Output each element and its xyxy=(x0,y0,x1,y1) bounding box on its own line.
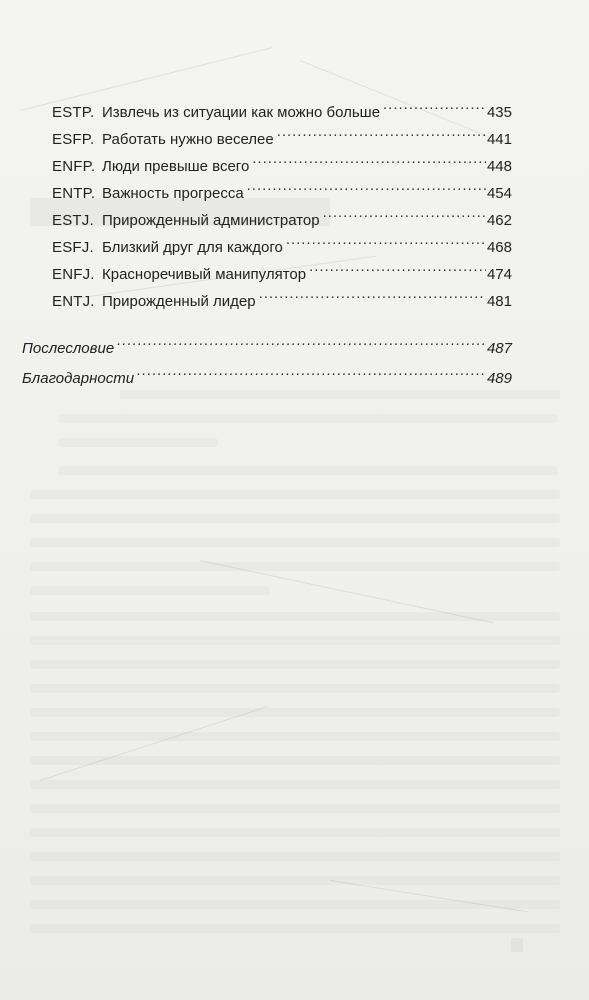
dot-leader xyxy=(381,93,486,117)
type-code: ENTJ. xyxy=(52,293,95,310)
chapter-title: Прирожденный администратор xyxy=(102,212,320,229)
page-number: 448 xyxy=(486,158,512,175)
page-number: 487 xyxy=(486,340,512,357)
type-code: ESFP. xyxy=(52,131,95,148)
type-code: ESTJ. xyxy=(52,212,94,229)
page-number: 441 xyxy=(486,131,512,148)
dot-leader xyxy=(275,120,486,144)
dot-leader xyxy=(307,255,486,279)
toc-entry-esfj[interactable] xyxy=(52,228,512,256)
chapter-title: Важность прогресса xyxy=(102,185,244,202)
dot-leader xyxy=(250,147,486,171)
page-number: 489 xyxy=(486,370,512,387)
chapter-title: Красноречивый манипулятор xyxy=(102,266,307,283)
dot-leader xyxy=(321,201,486,225)
dot-leader xyxy=(284,228,486,252)
dot-leader xyxy=(135,359,486,383)
section-title: Послесловие xyxy=(22,340,115,357)
page-number: 462 xyxy=(486,212,512,229)
toc-entry-enfj[interactable] xyxy=(52,255,512,283)
toc-entry-entj[interactable] xyxy=(52,282,512,310)
toc-entry-estj[interactable] xyxy=(52,201,512,229)
chapter-title: Люди превыше всего xyxy=(102,158,250,175)
type-code: ENFJ. xyxy=(52,266,95,283)
toc-entry-enfp[interactable] xyxy=(52,147,512,175)
page-number: 435 xyxy=(486,104,512,121)
page-number: 474 xyxy=(486,266,512,283)
chapter-title: Прирожденный лидер xyxy=(102,293,256,310)
toc-section-acknowledgements[interactable] xyxy=(22,359,512,387)
chapter-title: Извлечь из ситуации как можно больше xyxy=(102,104,381,121)
toc-section-afterword[interactable] xyxy=(22,329,512,357)
dot-leader xyxy=(115,329,486,353)
toc-entry-estp[interactable] xyxy=(52,93,512,121)
type-code: ENTP. xyxy=(52,185,96,202)
chapter-title: Работать нужно веселее xyxy=(102,131,274,148)
page-number: 481 xyxy=(486,293,512,310)
section-title: Благодарности xyxy=(22,370,135,387)
toc-entry-esfp[interactable] xyxy=(52,120,512,148)
type-code: ENFP. xyxy=(52,158,96,175)
dot-leader xyxy=(245,174,486,198)
type-code: ESTP. xyxy=(52,104,95,121)
toc-entry-entp[interactable] xyxy=(52,174,512,202)
page-number: 468 xyxy=(486,239,512,256)
type-code: ESFJ. xyxy=(52,239,94,256)
chapter-title: Близкий друг для каждого xyxy=(102,239,283,256)
dot-leader xyxy=(257,282,486,306)
page-number: 454 xyxy=(486,185,512,202)
